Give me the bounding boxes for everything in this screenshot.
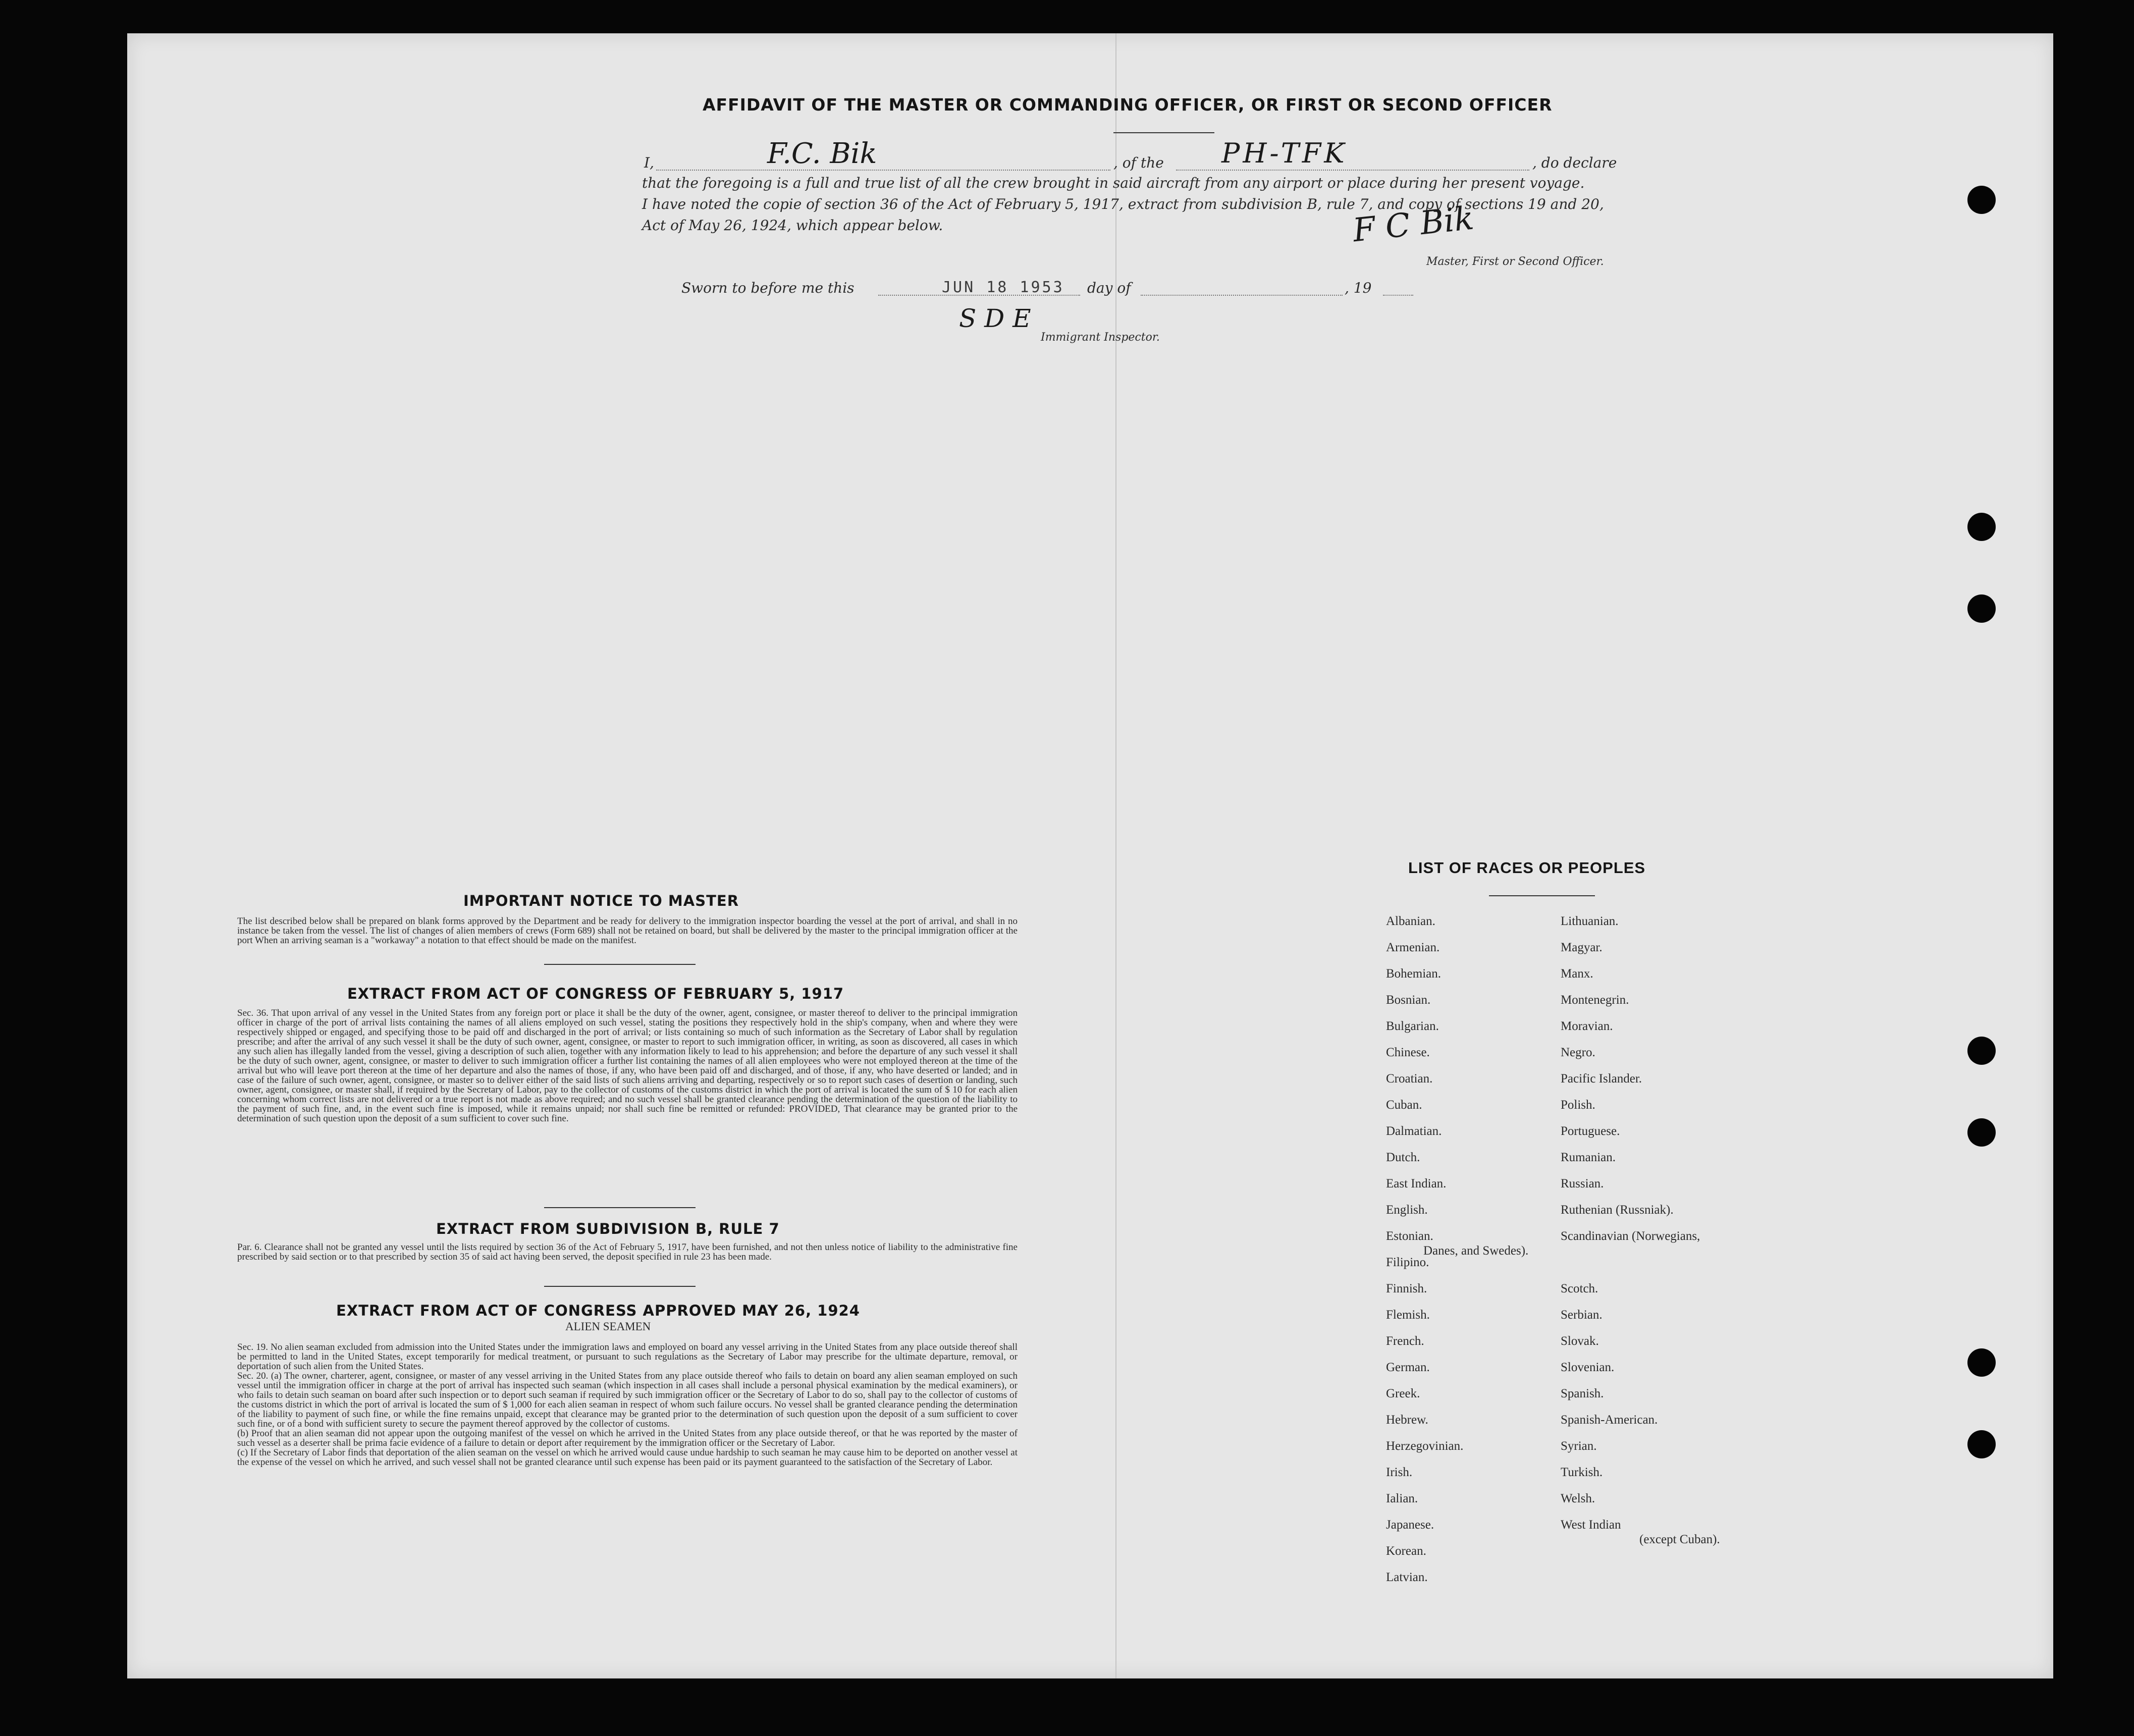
officer-signature: F C Bik [1351,199,1476,250]
extract-rule7-title: EXTRACT FROM SUBDIVISION B, RULE 7 [436,1220,780,1237]
year-line [1383,295,1413,296]
race-item: Magyar. [1561,941,1603,954]
extract-1924-paragraph: Sec. 19. No alien seaman excluded from admission into the United States under the immigration laws and employed on board any vessel arriving in the United States from any place outside thereof shall be permitted to land in the United States, except temporarily for medical treatment, or pursuant to such regulations as the Secretary of Labor may prescribe for the ultimate departure, removal, or deportation of such alien from the United States. [237,1342,1018,1372]
race-item: West Indian [1561,1518,1621,1532]
race-item: Scotch. [1561,1282,1598,1295]
extract-1924-title: EXTRACT FROM ACT OF CONGRESS APPROVED MAY 26, 1924 [336,1302,860,1319]
punch-hole [1967,1118,1996,1147]
race-item: Portuguese. [1561,1124,1620,1138]
race-item: Manx. [1561,967,1593,981]
race-item: Korean. [1386,1544,1426,1558]
race-item: Ialian. [1386,1492,1418,1505]
race-item: Lithuanian. [1561,914,1619,928]
extract-1924-body [237,1342,1018,1467]
punch-hole [1967,1037,1996,1065]
divider-1 [544,964,696,965]
race-item: Filipino. [1386,1256,1429,1269]
aircraft-handwritten: PH-TFK [1221,137,1348,169]
extract-1917-text: Sec. 36. That upon arrival of any vessel in the United States from any foreign port or place it shall be the duty of the owner, agent, consignee, or master thereof to deliver to the principal immigration officer in charge of the port of arrival lists containing the names of all aliens employed on such vessel, stating the positions they respectively hold in the ship's company, when and where they were respectively shipped or engaged, and specifying those to be paid off and discharged in the port of arrival; or lists containing so much of such information as the Secretary of Labor shall by regulation prescribe; and after the arrival of any such vessel it shall be the duty of such owner, agent, consignee, or master to report to such immigration officer, in writing, as soon as discovered, all cases in which any such alien has illegally landed from the vessel, giving a description of such alien, together with any information likely to lead to his apprehension; and before the departure of any such vessel it shall be the duty of such owner, agent, consignee, or master to deliver to such immigration officer a further list containing the names of all alien employees who were not employed thereon at the time of the arrival but who will leave port thereon at the time of her departure and also the names of those, if any, who have been paid off and discharged, and of those, if any, who have deserted or landed; and in case of the failure of such owner, agent, consignee, or master so to deliver either of the said lists of such aliens arriving and departing, respectively or so to report such cases of desertion or landing, such owner, agent, consignee, or master shall, if required by the Secretary of Labor, pay to the collector of customs of the customs district in which the port of arrival is located the sum of $ 10 for each alien concerning whom correct lists are not delivered or a true report is not made as above required; and no such vessel shall be granted clearance pending the determination of the question of the liability to the payment of such fine, and, in the event such fine is imposed, while it remains unpaid; nor shall such fine be remitted or refunded: PROVIDED, That clearance may be granted prior to the determination of such question upon the deposit of a sum sufficient to cover such fine. [237,1008,1018,1124]
month-line [1141,295,1343,296]
name-handwritten: F.C. Bik [767,137,877,170]
sworn-label: Sworn to before me this [681,280,855,296]
race-item: Japanese. [1386,1518,1434,1532]
i-label: I, [644,154,654,171]
race-item: Albanian. [1386,914,1435,928]
race-item: Cuban. [1386,1098,1422,1112]
race-item: Flemish. [1386,1308,1430,1322]
race-item: Serbian. [1561,1308,1603,1322]
affidavit-title: AFFIDAVIT OF THE MASTER OR COMMANDING OFFICER, OR FIRST OR SECOND OFFICER [703,95,1553,115]
race-item: Dalmatian. [1386,1124,1442,1138]
affidavit-line-1: that the foregoing is a full and true list of all the crew brought in said aircraft from any airport or place during her present voyage. [642,175,1585,191]
race-item: Armenian. [1386,941,1440,954]
punch-hole [1967,1430,1996,1458]
race-item: Negro. [1561,1046,1595,1059]
race-item: Finnish. [1386,1282,1427,1295]
race-item: Slovenian. [1561,1361,1615,1374]
race-item: Spanish. [1561,1387,1604,1400]
aircraft-line [1176,170,1529,171]
race-item: Bosnian. [1386,993,1431,1007]
divider-3 [544,1286,696,1287]
race-item: Montenegrin. [1561,993,1629,1007]
race-item: German. [1386,1361,1430,1374]
affidavit-line-3: Act of May 26, 1924, which appear below. [642,217,943,234]
race-item: French. [1386,1334,1424,1348]
race-item: East Indian. [1386,1177,1447,1190]
race-item: Irish. [1386,1466,1413,1479]
race-item: Ruthenian (Russniak). [1561,1203,1674,1217]
notice-title: IMPORTANT NOTICE TO MASTER [463,892,739,909]
year-label: , 19 [1345,280,1372,296]
race-item: Bohemian. [1386,967,1442,981]
declare-label: , do declare [1532,154,1617,171]
race-item: Turkish. [1561,1466,1603,1479]
race-item: (except Cuban). [1639,1532,1720,1546]
extract-1917-title: EXTRACT FROM ACT OF CONGRESS OF FEBRUARY 5, 1917 [347,985,844,1002]
race-item: Croatian. [1386,1072,1433,1086]
race-item: Rumanian. [1561,1151,1616,1164]
race-item: Latvian. [1386,1570,1428,1584]
race-item: Scandinavian (Norwegians, [1561,1229,1700,1243]
extract-1924-paragraph: (b) Proof that an alien seaman did not appear upon the outgoing manifest of the vessel on which he arrived in the United States from any place outside thereof, or that he was reported by the master of such vessel as a deserter shall be prima facie evidence of a failure to detain or deport after requirement by the immigration officer or the Secretary of Labor. [237,1428,1018,1448]
extract-rule7-text: Par. 6. Clearance shall not be granted any vessel until the lists required by section 36 of the Act of February 5, 1917, have been furnished, and not then unless notice of liability to the administrative fine prescribed by said section or to that prescribed by section 35 of said act having been served, the deposit specified in rule 23 has been made. [237,1242,1018,1262]
punch-hole [1967,186,1996,214]
race-item: Hebrew. [1386,1413,1428,1427]
race-item: Bulgarian. [1386,1019,1439,1033]
races-title: LIST OF RACES OR PEOPLES [1408,859,1646,877]
notice-text: The list described below shall be prepared on blank forms approved by the Department and be ready for delivery to the immigration inspector boarding the vessel at the port of arrival, and shall in no instance be taken from the vessel. The list of changes of alien members of crews (Form 689) shall not be retained on board, but shall be delivered by the master to the principal immigration officer at the port When an arriving seaman is a "workaway" a notation to that effect should be made on the manifest. [237,916,1018,946]
race-item: Welsh. [1561,1492,1595,1505]
name-line [656,170,1110,171]
race-item: Syrian. [1561,1439,1597,1453]
punch-hole [1967,513,1996,541]
punch-hole [1967,1348,1996,1377]
race-item: Chinese. [1386,1046,1430,1059]
race-item: English. [1386,1203,1428,1217]
race-item: Russian. [1561,1177,1604,1190]
inspector-signature: S D E [959,304,1031,333]
day-of-label: day of [1087,280,1131,296]
sworn-date-stamp: JUN 18 1953 [942,279,1064,296]
race-item: Danes, and Swedes). [1423,1243,1529,1258]
race-item: Polish. [1561,1098,1595,1112]
extract-1924-paragraph: (c) If the Secretary of Labor finds that deportation of the alien seaman on the vessel on which he arrived would cause undue hardship to such seaman he may cause him to be deported on another vessel at the expense of the vessel on which he arrived, and such vessel shall not be granted clearance until such expense has been paid or its payment guaranteed to the satisfaction of the Secretary of Labor. [237,1447,1018,1468]
officer-caption: Master, First or Second Officer. [1426,255,1604,268]
race-item: Estonian. [1386,1229,1433,1243]
extract-1924-paragraph: Sec. 20. (a) The owner, charterer, agent, consignee, or master of any vessel arriving in the United States from any place outside thereof who fails to detain on board any alien seaman employed on such vessel until the immigration officer in charge at the port of arrival has inspected such seaman (which inspection in all cases shall include a personal physical examination by the medical examiners), or who fails to detain such seaman on board after such inspection or to deport such seaman if required by such immigration officer or the Secretary of Labor to do so, shall pay to the collector of customs of the customs district in which the port of arrival is located the sum of $ 1,000 for each alien seaman in respect of whom such failure occurs. No vessel shall be granted clearance pending the determination of the liability to payment of such fine, or while the fine remains unpaid, except that clearance may be granted prior to the determination of such question upon the deposit of a sum sufficient to cover such fine, or of a bond with sufficient surety to secure the payment thereof approved by the collector of customs. [237,1371,1018,1429]
race-item: Moravian. [1561,1019,1613,1033]
race-item: Pacific Islander. [1561,1072,1642,1086]
race-item: Dutch. [1386,1151,1420,1164]
races-underline [1489,895,1595,896]
inspector-caption: Immigrant Inspector. [1041,331,1160,344]
of-the-label: , of the [1113,154,1164,171]
affidavit-line-2: I have noted the copie of section 36 of the Act of February 5, 1917, extract from subdivision B, rule 7, and copy of sections 19 and 20, [642,196,1604,212]
race-item: Herzegovinian. [1386,1439,1464,1453]
extract-1924-subtitle: ALIEN SEAMEN [565,1320,651,1333]
race-item: Spanish-American. [1561,1413,1658,1427]
title-underline [1113,132,1214,133]
punch-hole [1967,594,1996,623]
race-item: Greek. [1386,1387,1420,1400]
race-item: Slovak. [1561,1334,1599,1348]
divider-2 [544,1207,696,1208]
